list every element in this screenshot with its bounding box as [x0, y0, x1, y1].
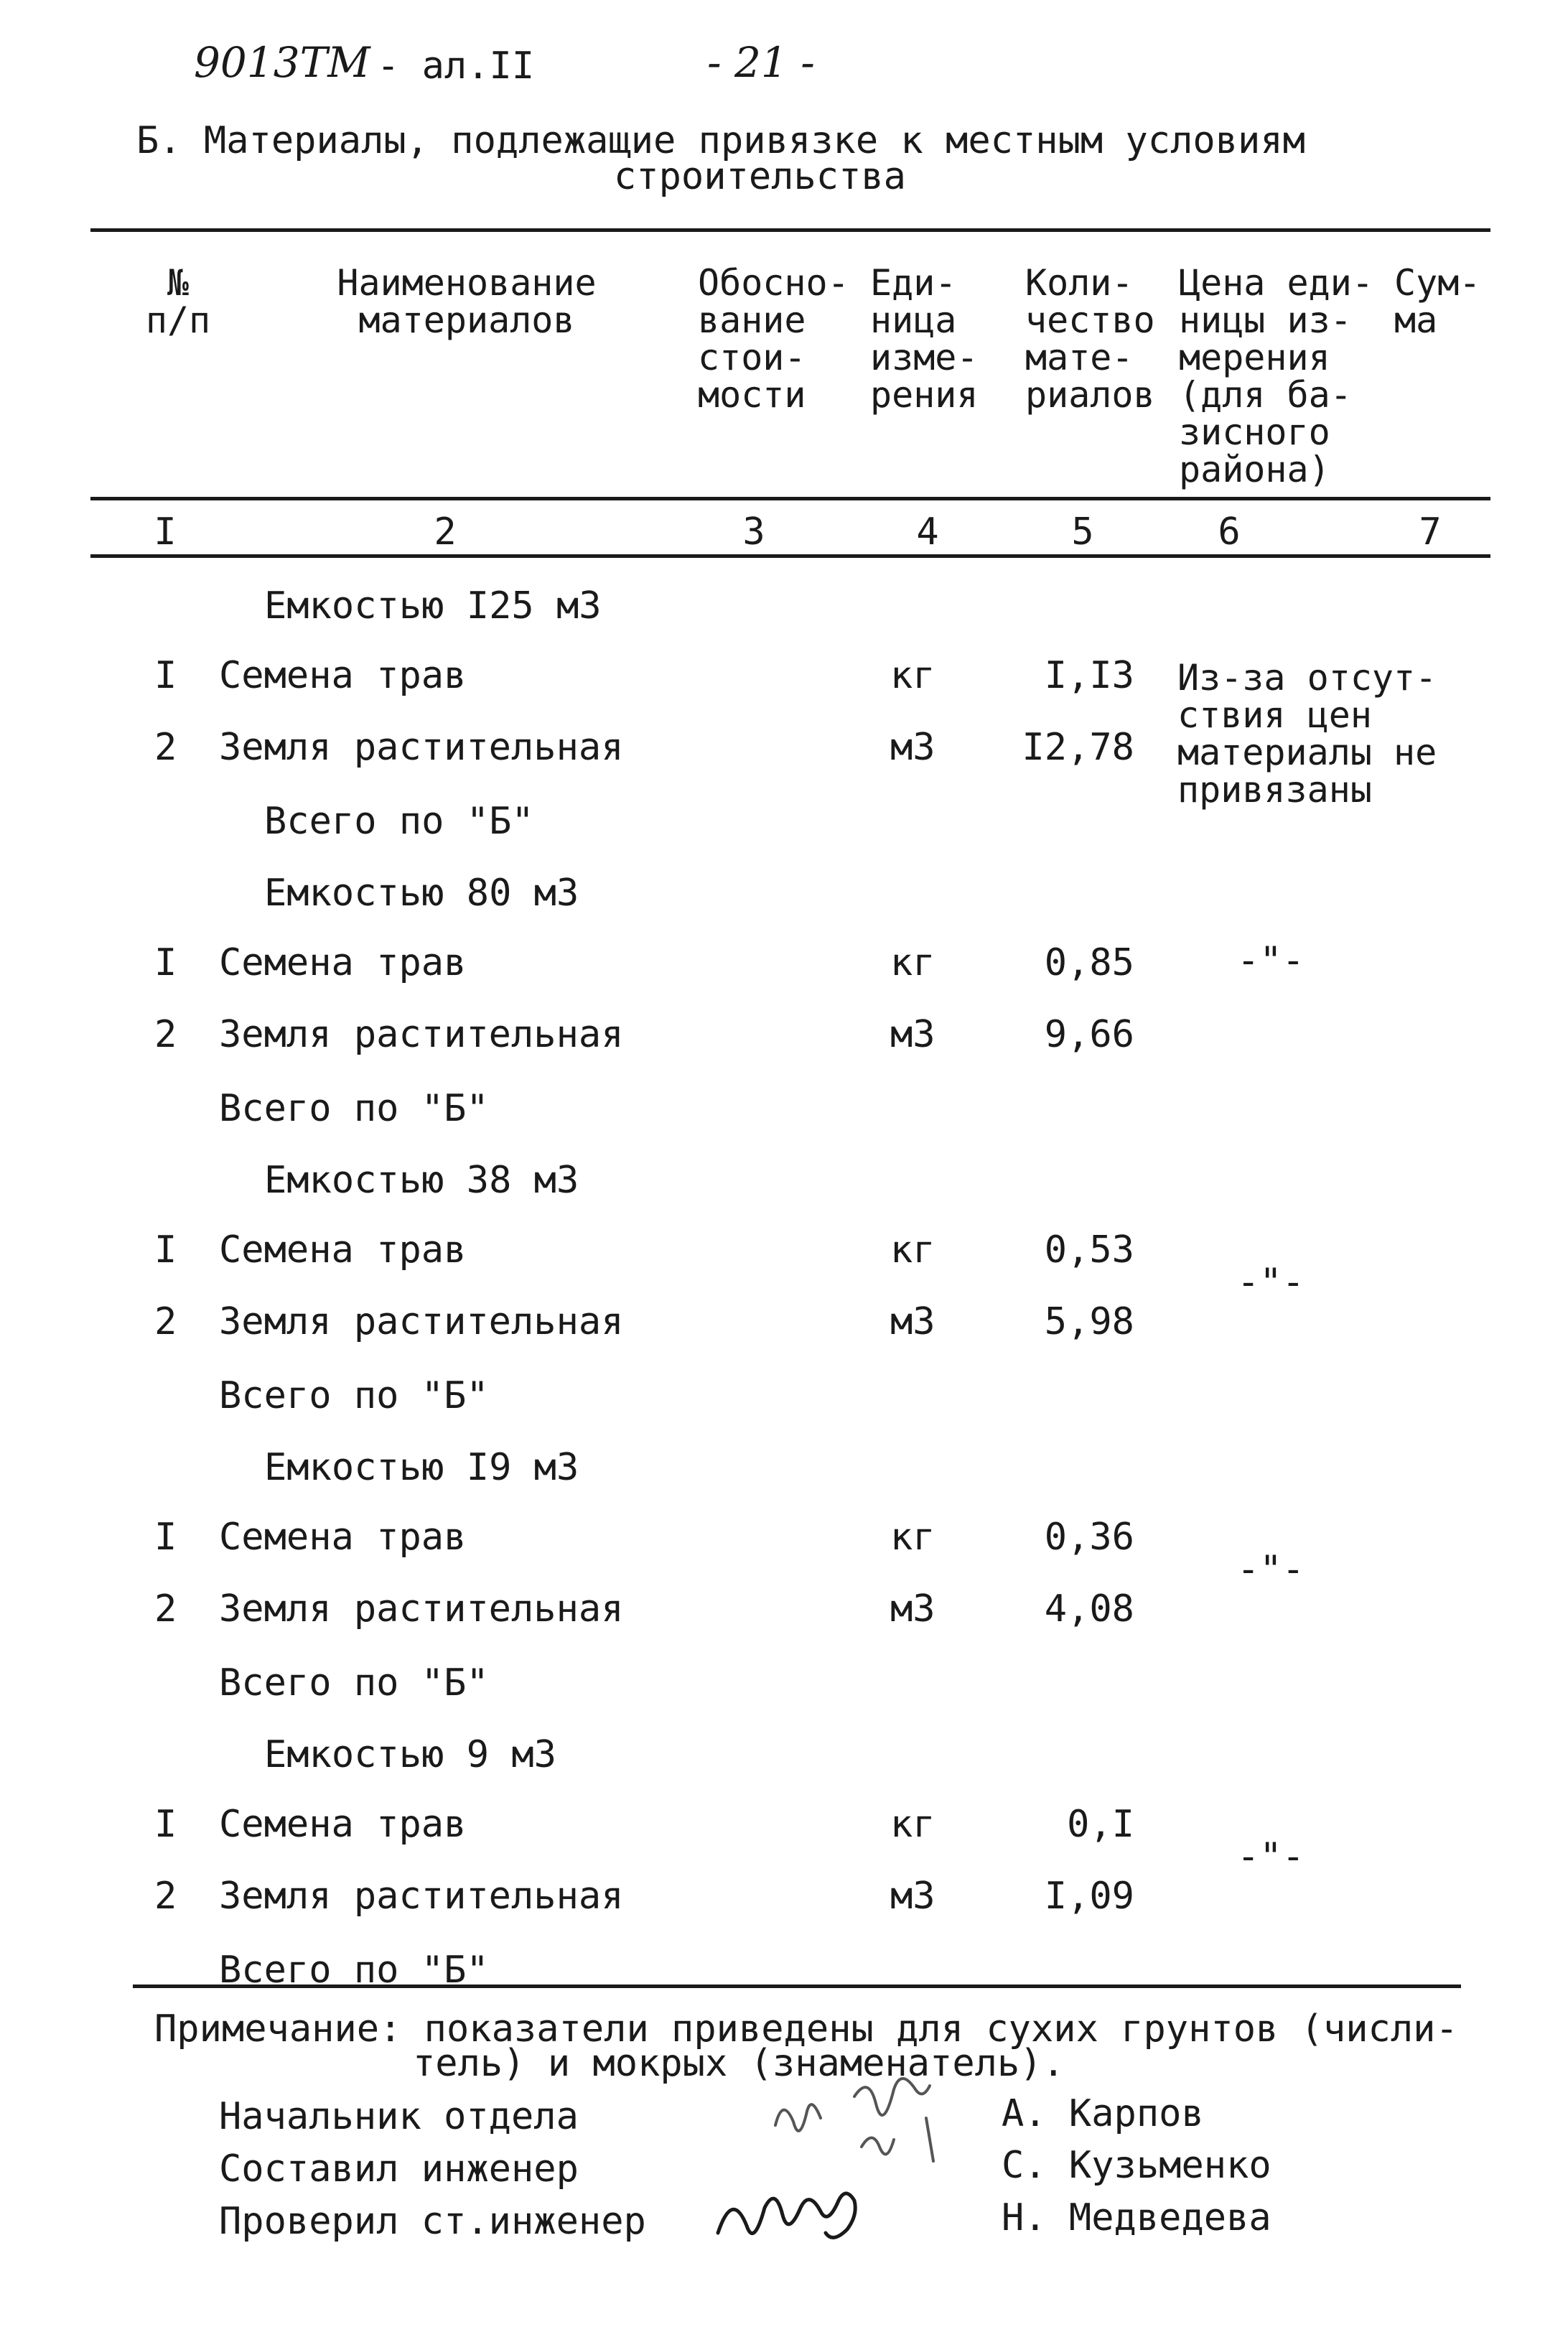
signature-role: Составил инженер: [219, 2147, 579, 2191]
group-total: Всего по "Б": [264, 800, 534, 843]
signatory-name: С. Кузьменко: [1002, 2144, 1271, 2187]
unit: м3: [890, 1013, 935, 1056]
unit: м3: [890, 1875, 935, 1918]
album-label: - ал.II: [377, 45, 535, 88]
page-number: - 21 -: [707, 38, 815, 87]
unit: кг: [890, 1516, 935, 1559]
column-header-number: № п/п: [145, 262, 211, 341]
section-title: Б. Материалы, подлежащие привязке к местным условиям: [136, 119, 1305, 162]
unit: м3: [890, 1587, 935, 1631]
section-title-continued: строительства: [614, 155, 906, 198]
group-title: Емкостью 9 м3: [264, 1733, 556, 1776]
quantity: 0,I: [1067, 1803, 1134, 1846]
group-title: Емкостью I25 м3: [264, 584, 602, 628]
quantity: 0,85: [1044, 941, 1134, 984]
column-header-unit-price: Цена еди- ницы из- мерения (для ба- зисного района): [1179, 262, 1373, 490]
unit: кг: [890, 941, 935, 984]
handwritten-signature: [747, 2068, 991, 2183]
unit: кг: [890, 1803, 935, 1846]
row-number: 2: [154, 1300, 177, 1343]
ditto-mark: -"-: [1237, 1261, 1305, 1304]
group-total: Всего по "Б": [219, 1374, 489, 1417]
material-name: Земля растительная: [219, 1300, 624, 1343]
quantity: 4,08: [1044, 1587, 1134, 1631]
column-header-name: Наименование материалов: [337, 262, 597, 341]
group-total: Всего по "Б": [219, 1661, 489, 1704]
ditto-mark: -"-: [1237, 1548, 1305, 1591]
material-name: Семена трав: [219, 941, 467, 984]
column-number: I: [154, 510, 177, 554]
unit: м3: [890, 1300, 935, 1343]
document-code: 9013ТМ: [194, 38, 370, 87]
unit: кг: [890, 654, 935, 697]
ditto-mark: -"-: [1237, 939, 1305, 982]
group-title: Емкостью I9 м3: [264, 1446, 579, 1489]
row-number: 2: [154, 1013, 177, 1056]
note-text-continued: тель) и мокрых (знаменатель).: [413, 2042, 1065, 2085]
column-number: 4: [916, 510, 939, 554]
price-note: Из-за отсут- ствия цен материалы не привязаны: [1177, 657, 1437, 811]
column-numbers-rule: [90, 554, 1490, 558]
row-number: I: [154, 654, 177, 697]
row-number: 2: [154, 726, 177, 769]
column-number: 5: [1071, 510, 1094, 554]
column-header-unit: Еди- ница изме- рения: [870, 262, 979, 416]
row-number: I: [154, 941, 177, 984]
material-name: Земля растительная: [219, 726, 624, 769]
row-number: 2: [154, 1587, 177, 1631]
column-number: 2: [434, 510, 457, 554]
column-number: 6: [1218, 510, 1241, 554]
material-name: Земля растительная: [219, 1587, 624, 1631]
quantity: 0,53: [1044, 1228, 1134, 1272]
unit: кг: [890, 1228, 935, 1272]
header-bottom-rule: [90, 497, 1490, 500]
column-number: 3: [742, 510, 765, 554]
ditto-mark: -"-: [1237, 1835, 1305, 1878]
quantity: I,09: [1044, 1875, 1134, 1918]
row-number: I: [154, 1228, 177, 1272]
material-name: Семена трав: [219, 654, 467, 697]
note-text: Примечание: показатели приведены для сухих грунтов (числи-: [154, 2007, 1458, 2051]
group-title: Емкостью 80 м3: [264, 872, 579, 915]
column-number: 7: [1419, 510, 1442, 554]
quantity: I,I3: [1044, 654, 1134, 697]
unit: м3: [890, 726, 935, 769]
column-header-sum: Сум- ма: [1394, 262, 1481, 341]
row-number: I: [154, 1516, 177, 1559]
signature-role: Начальник отдела: [219, 2095, 579, 2138]
row-number: I: [154, 1803, 177, 1846]
row-number: 2: [154, 1875, 177, 1918]
material-name: Земля растительная: [219, 1875, 624, 1918]
quantity: I2,78: [1022, 726, 1134, 769]
material-name: Семена трав: [219, 1516, 467, 1559]
material-name: Семена трав: [219, 1803, 467, 1846]
table-top-rule: [90, 228, 1490, 232]
group-total: Всего по "Б": [219, 1087, 489, 1130]
quantity: 0,36: [1044, 1516, 1134, 1559]
material-name: Семена трав: [219, 1228, 467, 1272]
column-header-justification: Обосно- вание стои- мости: [698, 262, 849, 416]
quantity: 9,66: [1044, 1013, 1134, 1056]
material-name: Земля растительная: [219, 1013, 624, 1056]
signature-role: Проверил ст.инженер: [219, 2200, 646, 2243]
group-total: Всего по "Б": [219, 1949, 489, 1992]
group-title: Емкостью 38 м3: [264, 1159, 579, 1202]
quantity: 5,98: [1044, 1300, 1134, 1343]
handwritten-signature: [711, 2183, 897, 2254]
signatory-name: А. Карпов: [1002, 2092, 1204, 2135]
signatory-name: Н. Медведева: [1002, 2196, 1271, 2239]
column-header-quantity: Коли- чество мате- риалов: [1025, 262, 1155, 416]
